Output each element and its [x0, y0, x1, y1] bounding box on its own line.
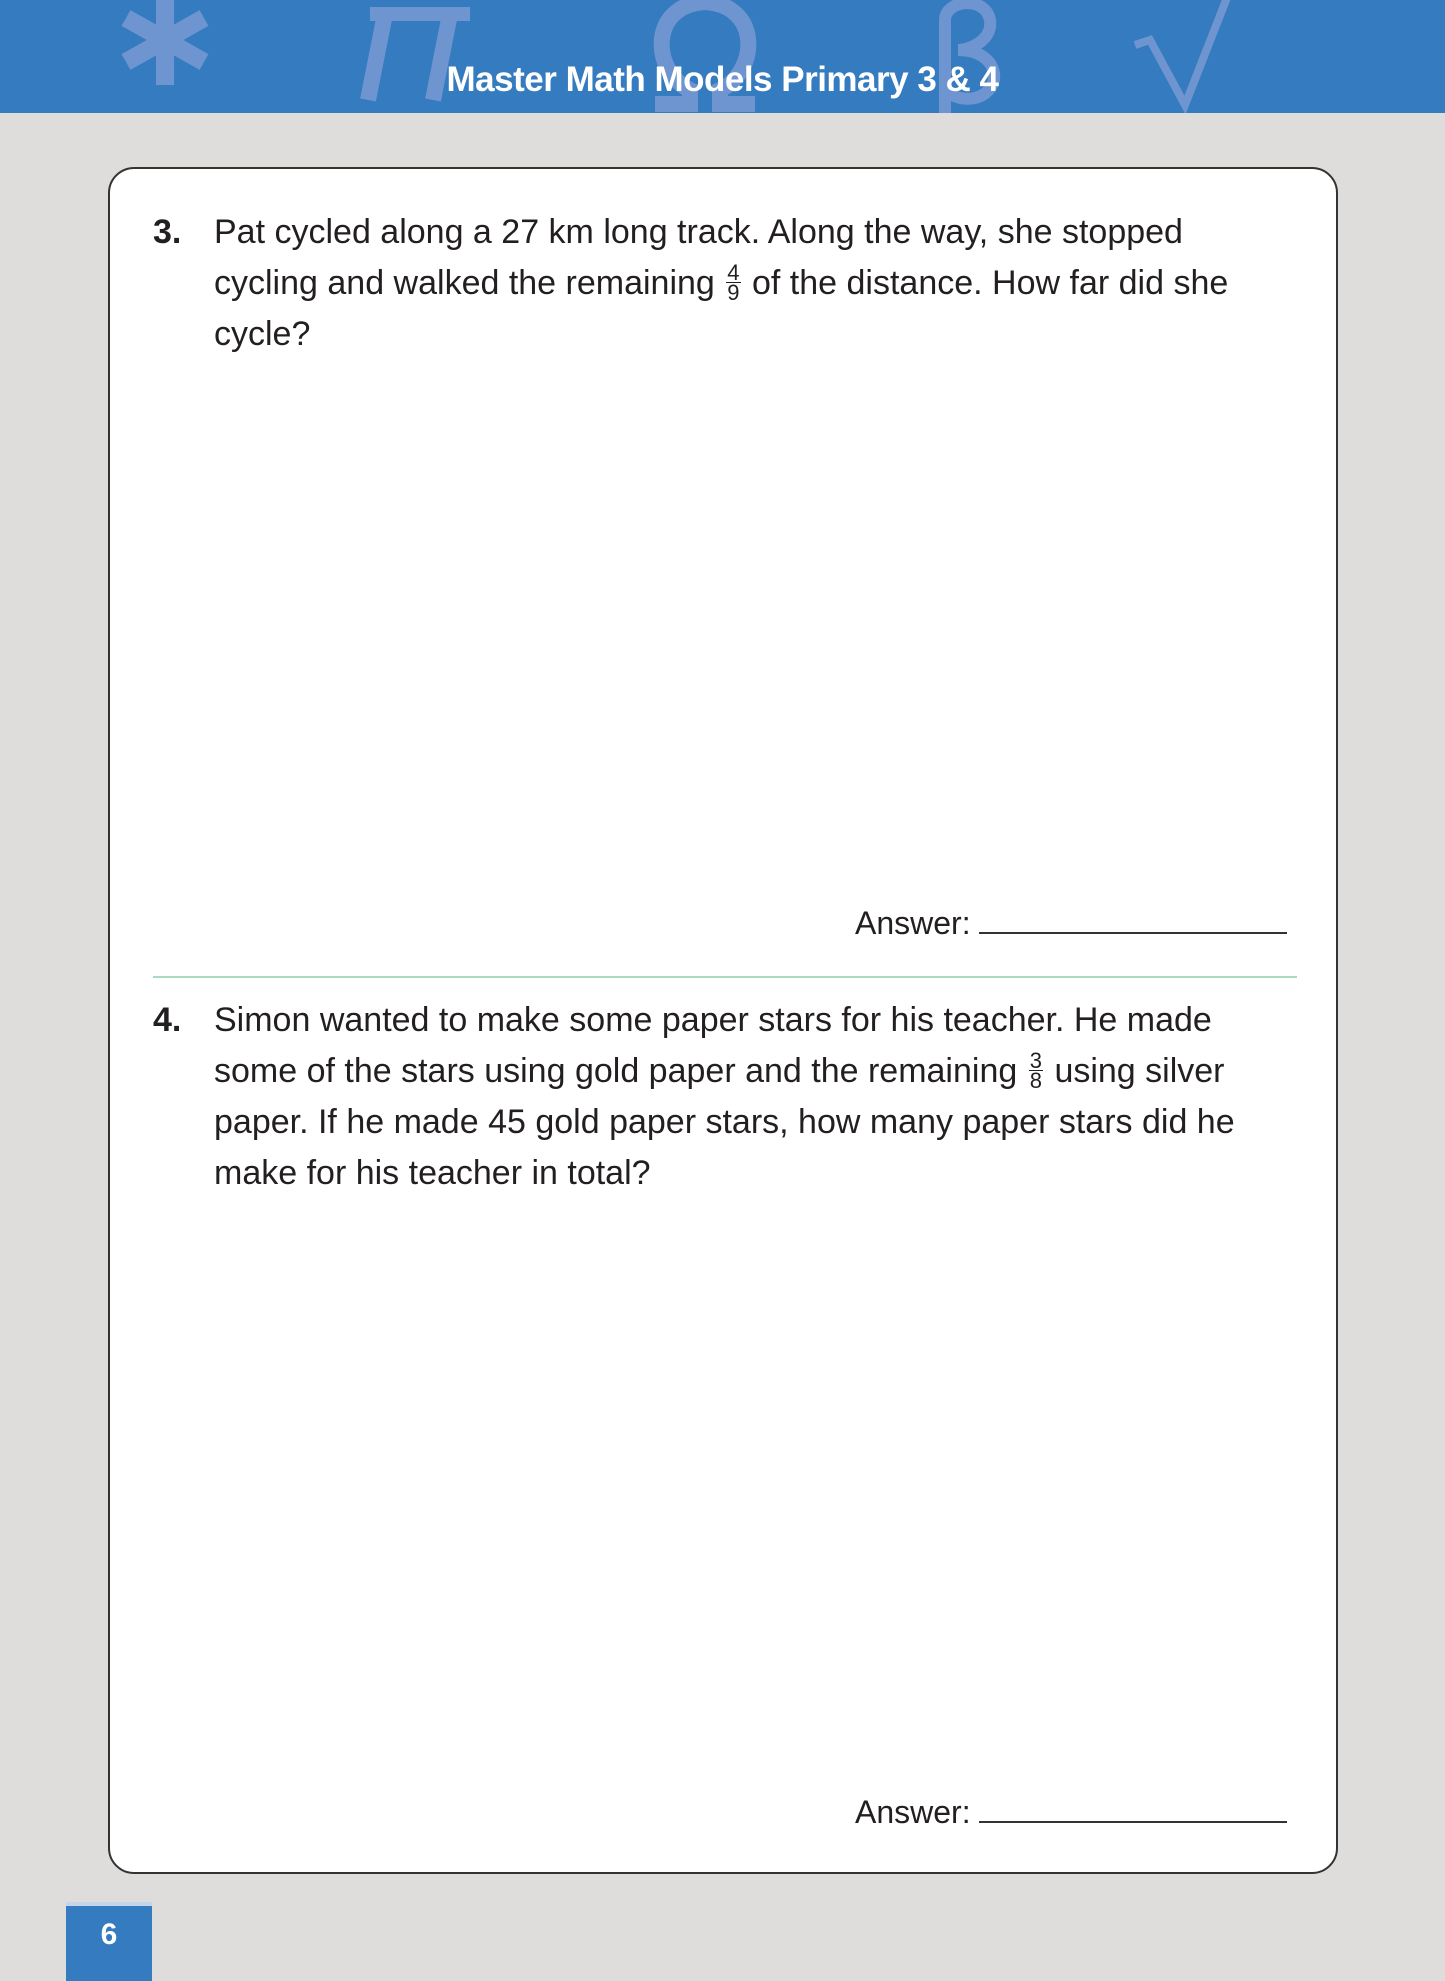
question-text-part: using silver paper. If he made 45 gold paper stars, how many paper stars did he make for his teacher in total?	[214, 1052, 1235, 1192]
answer-label: Answer:	[855, 1794, 971, 1830]
question-number: 4.	[153, 1001, 182, 1039]
worksheet-card	[108, 167, 1338, 1874]
fraction-numerator: 3	[1029, 1047, 1042, 1073]
fraction	[726, 259, 740, 305]
question-text	[214, 207, 1253, 360]
question-number: 3.	[153, 213, 182, 251]
fraction-denominator: 9	[727, 279, 740, 305]
answer-line[interactable]	[979, 932, 1287, 934]
question-3	[153, 207, 1253, 360]
fraction	[1029, 1047, 1043, 1093]
fraction-numerator: 4	[727, 259, 740, 285]
question-text	[214, 995, 1253, 1199]
question-text-part: Simon wanted to make some paper stars for his teacher. He made some of the stars using gold paper and the remaining	[214, 1001, 1212, 1090]
page-header	[0, 0, 1445, 113]
question-4	[153, 995, 1253, 1199]
question-text-part: of the distance. How far did she cycle?	[214, 264, 1229, 353]
book-title: Master Math Models Primary 3 & 4	[446, 60, 999, 99]
answer-field-4[interactable]	[855, 1794, 1287, 1831]
divider	[153, 976, 1297, 978]
fraction-denominator: 8	[1029, 1067, 1042, 1093]
question-text-part: Pat cycled along a 27 km long track. Along the way, she stopped cycling and walked the remaining	[214, 213, 1183, 302]
answer-line[interactable]	[979, 1821, 1287, 1823]
answer-label: Answer:	[855, 905, 971, 941]
page-number: 6	[100, 1918, 118, 1951]
page-number-tab	[66, 1902, 152, 1981]
answer-field-3[interactable]	[855, 905, 1287, 942]
